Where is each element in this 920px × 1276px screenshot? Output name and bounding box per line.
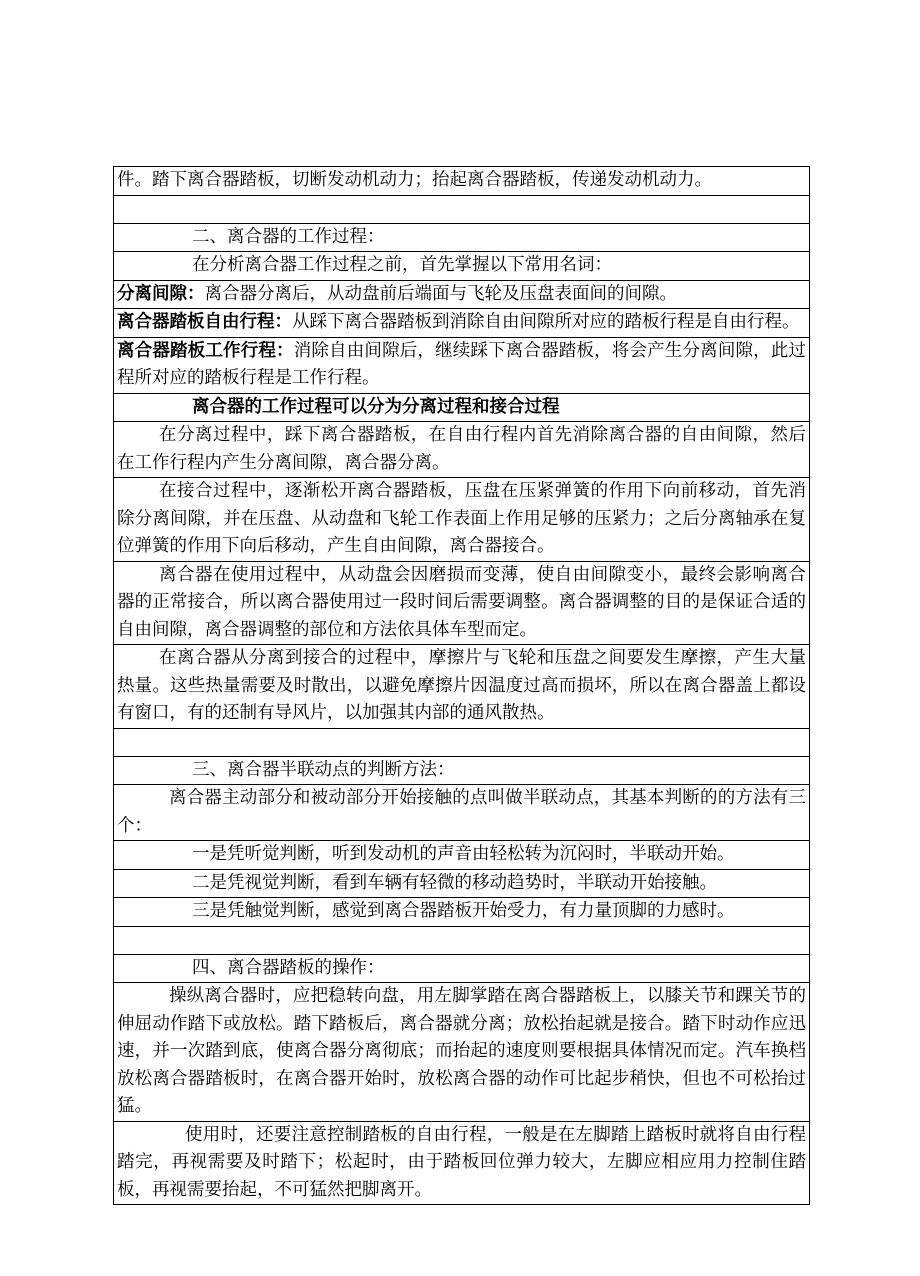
term-label: 离合器踏板自由行程： (117, 312, 292, 332)
section-heading: 四、离合器踏板的操作： (114, 954, 810, 983)
section-heading: 二、离合器的工作过程： (114, 223, 810, 252)
table-row (114, 337, 810, 393)
table-row (114, 841, 810, 870)
paragraph-cell: 操纵离合器时，应把稳转向盘，用左脚掌踏在离合器踏板上，以膝关节和踝关节的伸屈动作踏下或放松。踏下踏板后，离合器就分离；放松抬起就是接合。踏下时动作应迅速，并一次踏到底，使离合器分离彻底；而抬起的速度则要根据具体情况而定。汽车换档放松离合器踏板时，在离合器开始时，放松离合器的动作可比起步稍快，但也不可松抬过猛。 (114, 983, 810, 1122)
text-cell: 件。踏下离合器踏板，切断发动机动力；抬起离合器踏板，传递发动机动力。 (114, 167, 810, 196)
table-row (114, 561, 810, 645)
empty-cell (114, 195, 810, 223)
term-label: 分离间隙： (117, 283, 205, 304)
term-label: 离合器踏板工作行程： (117, 340, 294, 361)
table-row (114, 983, 810, 1122)
definition-cell (114, 280, 810, 309)
method-item: 三是凭触觉判断，感觉到离合器踏板开始受力，有力量顶脚的力感时。 (114, 898, 810, 927)
paragraph-cell: 在分离过程中，踩下离合器踏板，在自由行程内首先消除离合器的自由间隙，然后在工作行程内产生分离间隙，离合器分离。 (114, 422, 810, 478)
table-row (114, 898, 810, 927)
table-row (114, 167, 810, 196)
document-page (113, 166, 810, 1205)
table-row (114, 728, 810, 756)
empty-cell (114, 728, 810, 756)
bold-heading: 离合器的工作过程可以分为分离过程和接合过程 (114, 393, 810, 422)
text-cell: 在分析离合器工作过程之前，首先掌握以下常用名词： (114, 252, 810, 281)
empty-cell (114, 926, 810, 954)
term-definition: 消除自由间隙后，继续踩下离合器踏板，将会产生分离间隙，此过程所对应的踏板行程是工作行程。 (117, 340, 807, 388)
table-row (114, 926, 810, 954)
table-row (114, 195, 810, 223)
table-row (114, 645, 810, 729)
table-row (114, 252, 810, 281)
table-row (114, 785, 810, 841)
definition-cell (114, 337, 810, 393)
paragraph-cell: 使用时，还要注意控制踏板的自由行程，一般是在左脚踏上踏板时就将自由行程踏完，再视需要及时踏下；松起时，由于踏板回位弹力较大，左脚应相应用力控制住踏板，再视需要抬起，不可猛然把脚离开。 (114, 1121, 810, 1205)
table-row (114, 1121, 810, 1205)
paragraph-cell: 在离合器从分离到接合的过程中，摩擦片与飞轮和压盘之间要发生摩擦，产生大量热量。这些热量需要及时散出，以避免摩擦片因温度过高而损坏，所以在离合器盖上都设有窗口，有的还制有导风片，以加强其内部的通风散热。 (114, 645, 810, 729)
table-row (114, 478, 810, 562)
table-row (114, 869, 810, 898)
paragraph-cell: 离合器主动部分和被动部分开始接触的点叫做半联动点，其基本判断的的方法有三个： (114, 785, 810, 841)
term-definition: 离合器分离后，从动盘前后端面与飞轮及压盘表面间的间隙。 (204, 283, 677, 304)
section-heading: 三、离合器半联动点的判断方法： (114, 756, 810, 785)
method-item: 二是凭视觉判断，看到车辆有轻微的移动趋势时，半联动开始接触。 (114, 869, 810, 898)
table-row (114, 223, 810, 252)
table-row (114, 393, 810, 422)
table-row (114, 756, 810, 785)
definition-cell (114, 309, 810, 338)
method-item: 一是凭听觉判断，听到发动机的声音由轻松转为沉闷时，半联动开始。 (114, 841, 810, 870)
table-row (114, 422, 810, 478)
table-row (114, 309, 810, 338)
paragraph-cell: 离合器在使用过程中，从动盘会因磨损而变薄，使自由间隙变小，最终会影响离合器的正常接合，所以离合器使用过一段时间后需要调整。离合器调整的目的是保证合适的自由间隙，离合器调整的部位和方法依具体车型而定。 (114, 561, 810, 645)
table-row (114, 954, 810, 983)
content-table (113, 166, 810, 1205)
term-definition: 从踩下离合器踏板到消除自由间隙所对应的踏板行程是自由行程。 (292, 312, 800, 332)
table-row (114, 280, 810, 309)
paragraph-cell: 在接合过程中，逐渐松开离合器踏板，压盘在压紧弹簧的作用下向前移动，首先消除分离间隙，并在压盘、从动盘和飞轮工作表面上作用足够的压紧力；之后分离轴承在复位弹簧的作用下向后移动，产生自由间隙，离合器接合。 (114, 478, 810, 562)
